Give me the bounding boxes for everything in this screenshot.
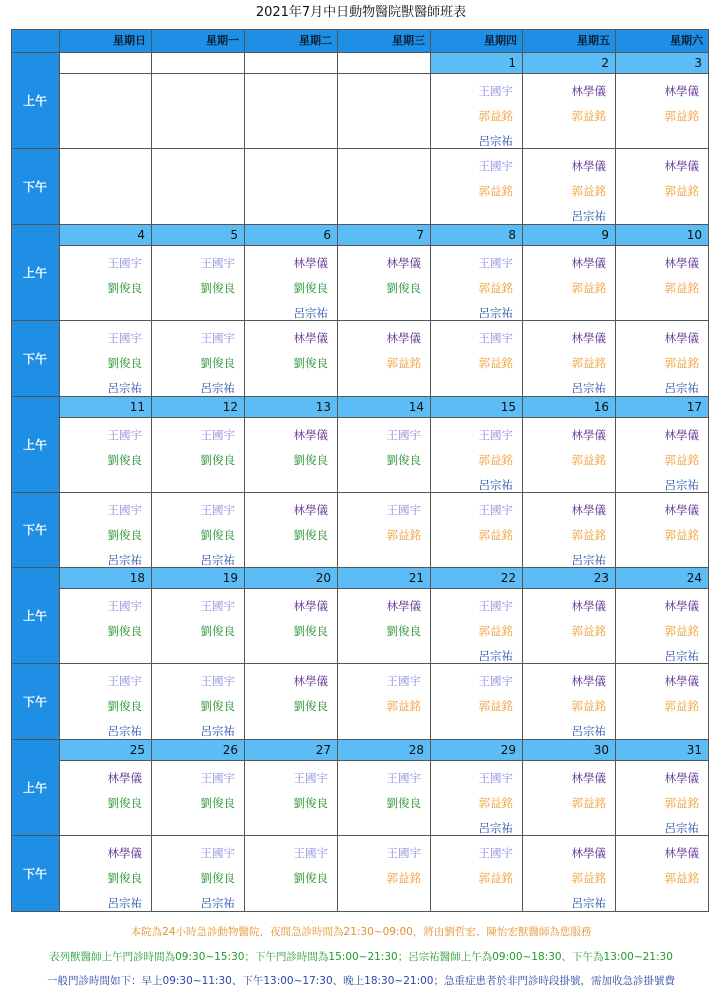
doctor-name: 林學儀 bbox=[293, 502, 328, 517]
doctor-name: 林學儀 bbox=[571, 427, 606, 442]
doctor-name: 呂宗祐 bbox=[571, 380, 606, 395]
doctor-name: 林學儀 bbox=[664, 771, 699, 786]
am-shift-cell bbox=[338, 74, 431, 149]
doctor-name: 郭益銘 bbox=[478, 452, 513, 467]
am-label: 上午 bbox=[11, 53, 60, 149]
am-shift-cell bbox=[523, 74, 616, 149]
doctor-name: 郭益銘 bbox=[478, 280, 513, 295]
date-cell bbox=[152, 53, 245, 74]
doctor-name: 王國宇 bbox=[200, 599, 235, 614]
note-doctor-hours: 表列獸醫師上午門診時間為09:30~15:30；下午門診時間為15:00~21:30；呂宗祐醫師上午為09:00~18:30、下午為13:00~21:30 bbox=[49, 951, 673, 963]
doctor-name: 郭益銘 bbox=[571, 796, 606, 811]
doctor-name: 劉俊良 bbox=[293, 871, 328, 886]
doctor-name: 林學儀 bbox=[386, 255, 421, 270]
date-cell: 15 bbox=[431, 397, 523, 418]
pm-shift-cell bbox=[616, 664, 709, 740]
doctor-name: 郭益銘 bbox=[664, 699, 699, 714]
doctor-name: 林學儀 bbox=[571, 502, 606, 517]
doctor-name: 劉俊良 bbox=[386, 280, 421, 295]
doctor-name: 郭益銘 bbox=[571, 699, 606, 714]
pm-shift-cell bbox=[616, 836, 709, 912]
doctor-name: 郭益銘 bbox=[386, 527, 421, 542]
pm-label: 下午 bbox=[11, 836, 60, 912]
pm-shift-cell bbox=[523, 836, 616, 912]
date-cell: 30 bbox=[523, 740, 616, 761]
doctor-name: 林學儀 bbox=[664, 330, 699, 345]
date-cell: 28 bbox=[338, 740, 431, 761]
weekday-header: 星期六 bbox=[616, 29, 709, 53]
doctor-name: 王國宇 bbox=[200, 771, 235, 786]
am-shift-cell bbox=[60, 761, 152, 836]
doctor-name: 王國宇 bbox=[200, 255, 235, 270]
date-cell: 20 bbox=[245, 568, 338, 589]
doctor-name: 林學儀 bbox=[664, 84, 699, 98]
doctor-name: 劉俊良 bbox=[293, 796, 328, 811]
pm-shift-cell bbox=[245, 493, 338, 569]
doctor-name: 林學儀 bbox=[664, 674, 699, 689]
doctor-name: 郭益銘 bbox=[386, 355, 421, 370]
pm-shift-cell bbox=[523, 664, 616, 740]
doctor-name: 呂宗祐 bbox=[664, 649, 699, 664]
pm-shift-cell bbox=[616, 149, 709, 225]
am-shift-cell bbox=[616, 246, 709, 321]
doctor-name: 林學儀 bbox=[571, 159, 606, 173]
doctor-name: 呂宗祐 bbox=[571, 552, 606, 567]
date-cell bbox=[60, 53, 152, 74]
am-shift-cell bbox=[431, 761, 523, 836]
pm-shift-cell bbox=[245, 664, 338, 740]
doctor-name: 郭益銘 bbox=[664, 624, 699, 639]
doctor-name: 郭益銘 bbox=[478, 184, 513, 198]
doctor-name: 林學儀 bbox=[571, 846, 606, 861]
doctor-name: 劉俊良 bbox=[386, 624, 421, 639]
am-shift-cell bbox=[245, 74, 338, 149]
am-shift-cell bbox=[523, 418, 616, 493]
doctor-name: 劉俊良 bbox=[200, 871, 235, 886]
am-shift-cell bbox=[152, 589, 245, 664]
am-shift-cell bbox=[523, 761, 616, 836]
doctor-name: 劉俊良 bbox=[200, 796, 235, 811]
am-shift-cell bbox=[431, 246, 523, 321]
doctor-name: 王國宇 bbox=[478, 84, 513, 98]
doctor-name: 林學儀 bbox=[664, 159, 699, 173]
date-cell: 21 bbox=[338, 568, 431, 589]
am-label: 上午 bbox=[11, 397, 60, 493]
doctor-name: 呂宗祐 bbox=[200, 380, 235, 395]
doctor-name: 劉俊良 bbox=[107, 355, 142, 370]
doctor-name: 林學儀 bbox=[571, 674, 606, 689]
doctor-name: 劉俊良 bbox=[293, 280, 328, 295]
date-cell: 13 bbox=[245, 397, 338, 418]
doctor-name: 郭益銘 bbox=[478, 699, 513, 714]
date-cell: 22 bbox=[431, 568, 523, 589]
doctor-name: 王國宇 bbox=[478, 674, 513, 689]
pm-shift-cell bbox=[523, 149, 616, 225]
doctor-name: 林學儀 bbox=[293, 255, 328, 270]
doctor-name: 王國宇 bbox=[386, 674, 421, 689]
doctor-name: 王國宇 bbox=[107, 599, 142, 614]
pm-shift-cell bbox=[152, 149, 245, 225]
date-cell: 23 bbox=[523, 568, 616, 589]
pm-shift-cell bbox=[616, 321, 709, 397]
doctor-name: 林學儀 bbox=[571, 599, 606, 614]
pm-shift-cell bbox=[431, 493, 523, 569]
pm-shift-cell bbox=[152, 493, 245, 569]
date-cell: 4 bbox=[60, 225, 152, 246]
date-cell: 27 bbox=[245, 740, 338, 761]
date-cell bbox=[245, 53, 338, 74]
am-shift-cell bbox=[523, 246, 616, 321]
doctor-name: 劉俊良 bbox=[107, 699, 142, 714]
doctor-name: 劉俊良 bbox=[200, 355, 235, 370]
pm-shift-cell bbox=[338, 836, 431, 912]
doctor-name: 王國宇 bbox=[107, 502, 142, 517]
pm-shift-cell bbox=[616, 493, 709, 569]
doctor-name: 林學儀 bbox=[571, 330, 606, 345]
doctor-name: 王國宇 bbox=[107, 674, 142, 689]
doctor-name: 呂宗祐 bbox=[200, 896, 235, 911]
weekday-header: 星期日 bbox=[60, 29, 152, 53]
doctor-name: 郭益銘 bbox=[664, 184, 699, 198]
header-corner bbox=[11, 29, 60, 53]
am-shift-cell bbox=[245, 418, 338, 493]
date-cell: 5 bbox=[152, 225, 245, 246]
doctor-name: 王國宇 bbox=[107, 255, 142, 270]
doctor-name: 郭益銘 bbox=[664, 355, 699, 370]
pm-shift-cell bbox=[245, 836, 338, 912]
pm-shift-cell bbox=[152, 321, 245, 397]
am-shift-cell bbox=[152, 418, 245, 493]
doctor-name: 王國宇 bbox=[478, 330, 513, 345]
doctor-name: 劉俊良 bbox=[293, 699, 328, 714]
doctor-name: 郭益銘 bbox=[386, 871, 421, 886]
doctor-name: 呂宗祐 bbox=[478, 821, 513, 836]
page-title: 2021年7月中日動物醫院獸醫師班表 bbox=[255, 5, 467, 20]
doctor-name: 林學儀 bbox=[293, 599, 328, 614]
pm-shift-cell bbox=[523, 493, 616, 569]
date-cell: 16 bbox=[523, 397, 616, 418]
date-cell: 6 bbox=[245, 225, 338, 246]
doctor-name: 林學儀 bbox=[293, 330, 328, 345]
doctor-name: 林學儀 bbox=[107, 846, 142, 861]
doctor-name: 呂宗祐 bbox=[107, 724, 142, 739]
doctor-name: 郭益銘 bbox=[664, 871, 699, 886]
date-cell: 29 bbox=[431, 740, 523, 761]
doctor-name: 郭益銘 bbox=[664, 109, 699, 123]
am-shift-cell bbox=[338, 246, 431, 321]
doctor-name: 王國宇 bbox=[386, 502, 421, 517]
doctor-name: 呂宗祐 bbox=[200, 724, 235, 739]
doctor-name: 呂宗祐 bbox=[664, 380, 699, 395]
am-shift-cell bbox=[152, 246, 245, 321]
doctor-name: 林學儀 bbox=[571, 255, 606, 270]
am-shift-cell bbox=[431, 418, 523, 493]
doctor-name: 王國宇 bbox=[200, 502, 235, 517]
pm-shift-cell bbox=[245, 321, 338, 397]
doctor-name: 王國宇 bbox=[478, 255, 513, 270]
doctor-name: 郭益銘 bbox=[571, 109, 606, 123]
doctor-name: 郭益銘 bbox=[478, 624, 513, 639]
weekday-header: 星期五 bbox=[523, 29, 616, 53]
date-cell: 2 bbox=[523, 53, 616, 74]
doctor-name: 呂宗祐 bbox=[107, 896, 142, 911]
am-label: 上午 bbox=[11, 225, 60, 321]
doctor-name: 郭益銘 bbox=[571, 280, 606, 295]
doctor-name: 王國宇 bbox=[200, 846, 235, 861]
doctor-name: 郭益銘 bbox=[664, 527, 699, 542]
am-label: 上午 bbox=[11, 740, 60, 836]
doctor-name: 郭益銘 bbox=[478, 527, 513, 542]
doctor-name: 劉俊良 bbox=[386, 452, 421, 467]
doctor-name: 郭益銘 bbox=[571, 184, 606, 198]
doctor-name: 王國宇 bbox=[478, 599, 513, 614]
pm-shift-cell bbox=[60, 149, 152, 225]
doctor-name: 劉俊良 bbox=[200, 452, 235, 467]
doctor-name: 郭益銘 bbox=[386, 699, 421, 714]
doctor-name: 劉俊良 bbox=[200, 699, 235, 714]
doctor-name: 劉俊良 bbox=[386, 796, 421, 811]
doctor-name: 林學儀 bbox=[571, 84, 606, 98]
doctor-name: 郭益銘 bbox=[478, 109, 513, 123]
doctor-name: 呂宗祐 bbox=[664, 821, 699, 836]
am-shift-cell bbox=[431, 589, 523, 664]
pm-label: 下午 bbox=[11, 493, 60, 569]
date-cell: 1 bbox=[431, 53, 523, 74]
am-shift-cell bbox=[431, 74, 523, 149]
doctor-name: 呂宗祐 bbox=[107, 552, 142, 567]
am-shift-cell bbox=[245, 246, 338, 321]
doctor-name: 劉俊良 bbox=[107, 452, 142, 467]
date-cell: 14 bbox=[338, 397, 431, 418]
am-shift-cell bbox=[338, 761, 431, 836]
doctor-name: 王國宇 bbox=[478, 771, 513, 786]
am-shift-cell bbox=[245, 761, 338, 836]
pm-label: 下午 bbox=[11, 664, 60, 740]
doctor-name: 呂宗祐 bbox=[107, 380, 142, 395]
pm-shift-cell bbox=[338, 149, 431, 225]
pm-shift-cell bbox=[431, 321, 523, 397]
date-cell: 31 bbox=[616, 740, 709, 761]
doctor-name: 郭益銘 bbox=[664, 452, 699, 467]
doctor-name: 王國宇 bbox=[107, 330, 142, 345]
date-cell: 26 bbox=[152, 740, 245, 761]
doctor-name: 劉俊良 bbox=[200, 527, 235, 542]
weekday-header: 星期四 bbox=[431, 29, 523, 53]
am-shift-cell bbox=[616, 589, 709, 664]
doctor-name: 林學儀 bbox=[664, 255, 699, 270]
am-shift-cell bbox=[60, 589, 152, 664]
doctor-name: 林學儀 bbox=[664, 502, 699, 517]
date-cell: 12 bbox=[152, 397, 245, 418]
doctor-name: 郭益銘 bbox=[571, 624, 606, 639]
doctor-name: 王國宇 bbox=[478, 159, 513, 173]
doctor-name: 郭益銘 bbox=[478, 355, 513, 370]
weekday-header: 星期三 bbox=[338, 29, 431, 53]
pm-label: 下午 bbox=[11, 149, 60, 225]
doctor-name: 劉俊良 bbox=[107, 280, 142, 295]
doctor-name: 郭益銘 bbox=[478, 796, 513, 811]
doctor-name: 呂宗祐 bbox=[571, 209, 606, 223]
am-shift-cell bbox=[338, 418, 431, 493]
doctor-name: 郭益銘 bbox=[478, 871, 513, 886]
doctor-name: 王國宇 bbox=[200, 330, 235, 345]
pm-shift-cell bbox=[60, 493, 152, 569]
doctor-name: 劉俊良 bbox=[107, 624, 142, 639]
doctor-name: 郭益銘 bbox=[571, 871, 606, 886]
date-cell: 24 bbox=[616, 568, 709, 589]
doctor-name: 劉俊良 bbox=[200, 624, 235, 639]
am-shift-cell bbox=[338, 589, 431, 664]
doctor-name: 劉俊良 bbox=[107, 527, 142, 542]
pm-shift-cell bbox=[431, 664, 523, 740]
pm-shift-cell bbox=[338, 493, 431, 569]
doctor-name: 劉俊良 bbox=[293, 355, 328, 370]
doctor-name: 劉俊良 bbox=[293, 527, 328, 542]
doctor-name: 郭益銘 bbox=[664, 280, 699, 295]
pm-shift-cell bbox=[152, 836, 245, 912]
date-cell: 3 bbox=[616, 53, 709, 74]
doctor-name: 劉俊良 bbox=[107, 871, 142, 886]
date-cell: 10 bbox=[616, 225, 709, 246]
am-shift-cell bbox=[245, 589, 338, 664]
doctor-name: 劉俊良 bbox=[200, 280, 235, 295]
doctor-name: 王國宇 bbox=[478, 502, 513, 517]
doctor-name: 郭益銘 bbox=[664, 796, 699, 811]
note-emergency: 本院為24小時急診動物醫院，夜間急診時間為21:30~09:00，將由劉哲宏、陳怡宏獸醫師為您服務 bbox=[130, 926, 592, 938]
pm-shift-cell bbox=[245, 149, 338, 225]
doctor-name: 呂宗祐 bbox=[478, 305, 513, 320]
weekday-header: 星期一 bbox=[152, 29, 245, 53]
doctor-name: 呂宗祐 bbox=[478, 477, 513, 492]
am-shift-cell bbox=[616, 418, 709, 493]
doctor-name: 林學儀 bbox=[293, 674, 328, 689]
doctor-name: 林學儀 bbox=[664, 599, 699, 614]
doctor-name: 呂宗祐 bbox=[200, 552, 235, 567]
doctor-name: 呂宗祐 bbox=[478, 134, 513, 148]
pm-shift-cell bbox=[60, 836, 152, 912]
doctor-name: 林學儀 bbox=[664, 846, 699, 861]
date-cell: 9 bbox=[523, 225, 616, 246]
pm-shift-cell bbox=[523, 321, 616, 397]
date-cell: 17 bbox=[616, 397, 709, 418]
doctor-name: 王國宇 bbox=[478, 427, 513, 442]
doctor-name: 林學儀 bbox=[107, 771, 142, 786]
pm-shift-cell bbox=[60, 664, 152, 740]
am-shift-cell bbox=[60, 246, 152, 321]
doctor-name: 郭益銘 bbox=[571, 527, 606, 542]
doctor-name: 王國宇 bbox=[293, 771, 328, 786]
doctor-name: 王國宇 bbox=[293, 846, 328, 861]
pm-label: 下午 bbox=[11, 321, 60, 397]
note-clinic-hours: 一般門診時間如下：早上09:30~11:30、下午13:00~17:30、晚上18:30~21:00；急重症患者於非門診時段掛號，需加收急診掛號費 bbox=[47, 975, 675, 987]
doctor-name: 林學儀 bbox=[664, 427, 699, 442]
doctor-name: 呂宗祐 bbox=[478, 649, 513, 664]
doctor-name: 王國宇 bbox=[478, 846, 513, 861]
doctor-name: 林學儀 bbox=[386, 599, 421, 614]
date-cell: 11 bbox=[60, 397, 152, 418]
doctor-name: 王國宇 bbox=[200, 427, 235, 442]
date-cell: 19 bbox=[152, 568, 245, 589]
pm-shift-cell bbox=[60, 321, 152, 397]
weekday-header: 星期二 bbox=[245, 29, 338, 53]
doctor-name: 呂宗祐 bbox=[571, 724, 606, 739]
pm-shift-cell bbox=[338, 664, 431, 740]
doctor-name: 王國宇 bbox=[200, 674, 235, 689]
am-shift-cell bbox=[616, 74, 709, 149]
doctor-name: 王國宇 bbox=[107, 427, 142, 442]
am-shift-cell bbox=[616, 761, 709, 836]
date-cell: 7 bbox=[338, 225, 431, 246]
doctor-name: 劉俊良 bbox=[107, 796, 142, 811]
date-cell: 8 bbox=[431, 225, 523, 246]
doctor-name: 劉俊良 bbox=[293, 452, 328, 467]
doctor-name: 王國宇 bbox=[386, 846, 421, 861]
doctor-name: 呂宗祐 bbox=[293, 305, 328, 320]
doctor-name: 郭益銘 bbox=[571, 452, 606, 467]
am-shift-cell bbox=[152, 761, 245, 836]
doctor-name: 郭益銘 bbox=[571, 355, 606, 370]
date-cell bbox=[338, 53, 431, 74]
doctor-name: 呂宗祐 bbox=[571, 896, 606, 911]
am-label: 上午 bbox=[11, 568, 60, 664]
pm-shift-cell bbox=[152, 664, 245, 740]
doctor-name: 林學儀 bbox=[571, 771, 606, 786]
doctor-name: 劉俊良 bbox=[293, 624, 328, 639]
doctor-name: 王國宇 bbox=[386, 771, 421, 786]
doctor-name: 林學儀 bbox=[386, 330, 421, 345]
am-shift-cell bbox=[60, 74, 152, 149]
pm-shift-cell bbox=[338, 321, 431, 397]
doctor-name: 呂宗祐 bbox=[664, 477, 699, 492]
am-shift-cell bbox=[152, 74, 245, 149]
doctor-name: 王國宇 bbox=[386, 427, 421, 442]
doctor-name: 林學儀 bbox=[293, 427, 328, 442]
am-shift-cell bbox=[523, 589, 616, 664]
pm-shift-cell bbox=[431, 149, 523, 225]
pm-shift-cell bbox=[431, 836, 523, 912]
date-cell: 18 bbox=[60, 568, 152, 589]
date-cell: 25 bbox=[60, 740, 152, 761]
am-shift-cell bbox=[60, 418, 152, 493]
